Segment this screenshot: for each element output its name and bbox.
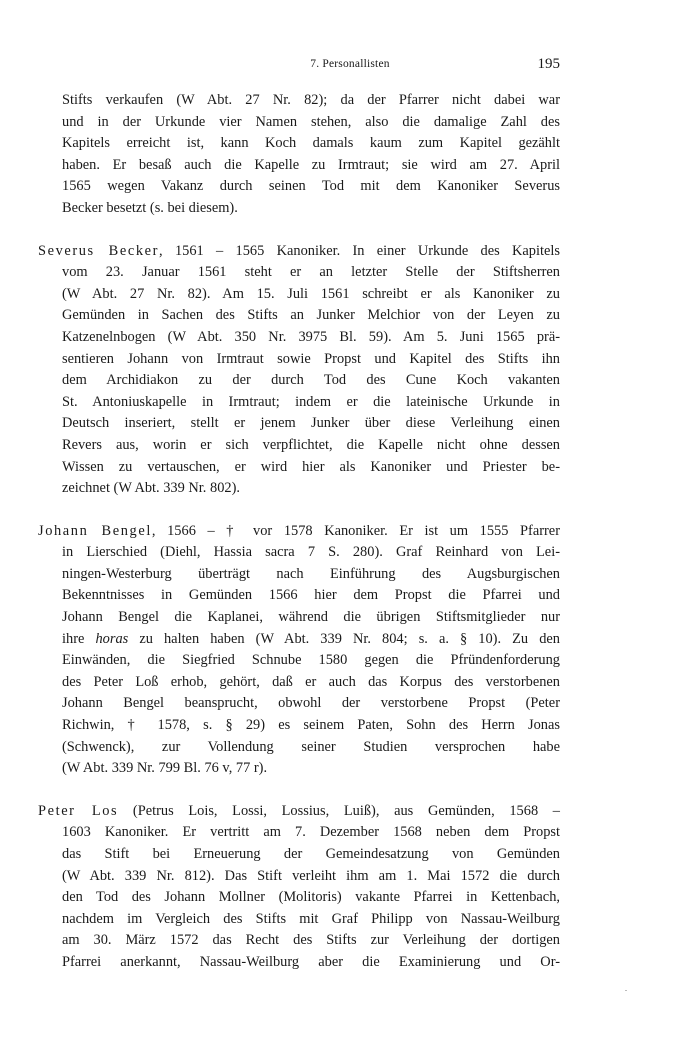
text-line: in Lierschied (Diehl, Hassia sacra 7 S. 280). Graf Reinhard von Lei- (62, 544, 560, 561)
text-line: Johann Bengel die Kaplanei, während die übrigen Stiftsmitglieder nur (62, 609, 560, 626)
text-line: Becker besetzt (s. bei diesem). (62, 199, 238, 216)
text-line: Severus Becker, 1561 – 1565 Kanoniker. In einer Urkunde des Kapitels (38, 242, 560, 259)
text-line: 1603 Kanoniker. Er vertritt am 7. Dezember 1568 neben dem Propst (62, 824, 560, 841)
text-line: 1565 wegen Vakanz durch seinen Tod mit dem Kanoniker Severus (62, 178, 560, 195)
text-line: zeichnet (W Abt. 339 Nr. 802). (62, 480, 240, 497)
entry-name: Peter Los (38, 802, 119, 819)
text-line: ningen-Westerburg überträgt nach Einführung des Augsburgischen (62, 565, 560, 582)
entry-name: Johann Bengel (38, 522, 152, 539)
text-line: Deutsch inseriert, stellt er jenem Junker über diese Verleihung einen (62, 415, 560, 432)
running-head-title: 7. Personallisten (310, 58, 390, 70)
text-line: Katzenelnbogen (W Abt. 350 Nr. 3975 Bl. 59). Am 5. Juni 1565 prä- (62, 328, 560, 345)
entry-severus-becker (38, 241, 560, 500)
text-line: (W Abt. 27 Nr. 82). Am 15. Juli 1561 schreibt er als Kanoniker zu (62, 285, 560, 302)
italic-word: horas (95, 630, 129, 647)
text-line: ihre horas zu halten haben (W Abt. 339 Nr. 804; s. a. § 10). Zu den (62, 630, 560, 647)
text-line: (W Abt. 339 Nr. 799 Bl. 76 v, 77 r). (62, 760, 268, 777)
entry-johann-bengel (38, 521, 560, 780)
scan-speck (625, 990, 627, 991)
text-line: (Schwenck), zur Vollendung seiner Studien versprochen habe (62, 738, 560, 755)
text-line: das Stift bei Erneuerung der Gemeindesatzung von Gemünden (62, 846, 560, 862)
text-line: sentieren Johann von Irmtraut sowie Propst und Kapitel des Stifts ihn (62, 350, 560, 367)
text-line: den Tod des Johann Mollner (Molitoris) vakante Pfarrei in Kettenbach, (62, 889, 560, 906)
text-line: Revers aus, worin er sich verpflichtet, die Kapelle nicht ohne dessen (62, 436, 560, 453)
text-line: St. Antoniuskapelle in Irmtraut; indem er die lateinische Urkunde in (62, 393, 560, 410)
text-line: nachdem im Vergleich des Stifts mit Graf Philipp von Nassau-Weilburg (62, 910, 560, 927)
page-number: 195 (537, 56, 560, 72)
text-line: dem Archidiakon zu der durch Tod des Cune Koch vakanten (62, 372, 560, 389)
text-line: Gemünden in Sachen des Stifts an Junker Melchior von der Leyen zu (62, 307, 560, 324)
page-body (38, 90, 560, 995)
text-line: und in der Urkunde vier Namen stehen, also die damalige Zahl des (62, 113, 560, 130)
text-line: Johann Bengel beansprucht, obwohl der verstorbene Propst (Peter (62, 695, 560, 712)
text-line: vom 23. Januar 1561 steht er an letzter Stelle der Stiftsherren (62, 264, 560, 281)
text-line: Pfarrei anerkannt, Nassau-Weilburg aber die Examinierung und Or- (62, 953, 560, 970)
continuation-paragraph (38, 90, 560, 220)
text-line: am 30. März 1572 das Recht des Stifts zur Verleihung der dortigen (62, 932, 560, 949)
text-line: Bekenntnisses in Gemünden 1566 hier dem Propst die Pfarrei und (62, 587, 560, 604)
entry-name: Severus Becker (38, 242, 160, 259)
text-line: (W Abt. 339 Nr. 812). Das Stift verleiht ihm am 1. Mai 1572 die durch (62, 867, 560, 884)
text-line: des Peter Loß erhob, gehört, daß er auch das Korpus des verstorbenen (62, 673, 560, 690)
text-line: haben. Er besaß auch die Kapelle zu Irmtraut; sie wird am 27. April (62, 156, 560, 173)
text-line: Peter Los (Petrus Lois, Lossi, Lossius, Luiß), aus Gemünden, 1568 – (38, 802, 560, 819)
entry-peter-los (38, 801, 560, 974)
text-line: Kapitels erreicht ist, kann Koch damals kaum zum Kapitel gezählt (62, 135, 560, 152)
text-line: Stifts verkaufen (W Abt. 27 Nr. 82); da der Pfarrer nicht dabei war (62, 92, 560, 108)
text-line: Wissen zu vertauschen, er wird hier als Kanoniker und Priester be- (62, 458, 560, 475)
running-head (0, 56, 700, 76)
text-line: Einwänden, die Siegfried Schnube 1580 gegen die Pfründenforderung (62, 652, 560, 669)
text-line: Johann Bengel, 1566 – † vor 1578 Kanoniker. Er ist um 1555 Pfarrer (38, 522, 560, 539)
text-line: Richwin, † 1578, s. § 29) es seinem Paten, Sohn des Herrn Jonas (62, 717, 560, 734)
